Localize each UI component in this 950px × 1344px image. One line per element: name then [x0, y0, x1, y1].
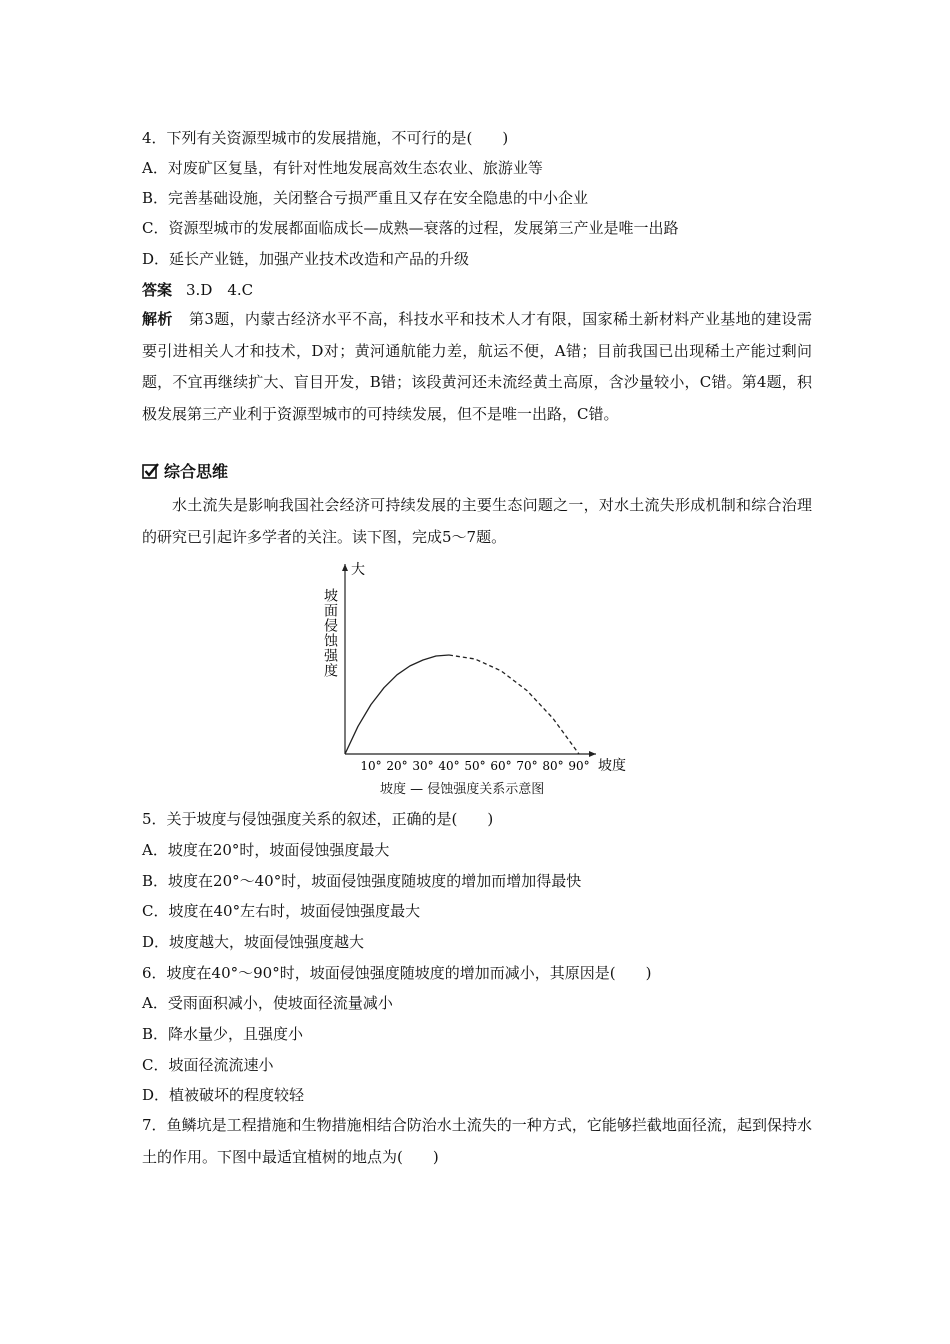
- x-tick-label: 20°: [386, 759, 408, 773]
- q4-option-b: B．完善基础设施，关闭整合亏损严重且又存在安全隐患的中小企业: [142, 189, 589, 207]
- x-tick-label: 50°: [464, 759, 486, 773]
- q5-option-c: C．坡度在40°左右时，坡面侵蚀强度最大: [142, 902, 421, 920]
- answer-text: 3.D 4.C: [186, 281, 254, 299]
- chart-caption: 坡度 — 侵蚀强度关系示意图: [380, 782, 545, 797]
- x-tick-label: 10°: [360, 759, 382, 773]
- q6-stem: 6．坡度在40°～90°时，坡面侵蚀强度随坡度的增加而减小，其原因是( ): [142, 964, 652, 982]
- q4-option-a: A．对废矿区复垦，有针对性地发展高效生态农业、旅游业等: [142, 159, 543, 177]
- series-line-dashed: [449, 655, 579, 754]
- x-tick-label: 80°: [542, 759, 564, 773]
- slope-erosion-chart: [300, 556, 640, 778]
- y-axis-top-label: 大: [351, 562, 365, 578]
- analysis-paragraph: [142, 304, 812, 430]
- section-header: [142, 459, 228, 482]
- x-tick-label: 40°: [438, 759, 460, 773]
- series-line-solid: [345, 655, 449, 754]
- intro-paragraph: 水土流失是影响我国社会经济可持续发展的主要生态问题之一，对水土流失形成机制和综合治理的研究已引起许多学者的关注。读下图，完成5～7题。: [142, 496, 812, 546]
- answer-line: [142, 280, 253, 300]
- x-tick-label: 60°: [490, 759, 512, 773]
- q6-option-a: A．受雨面积减小，使坡面径流量减小: [142, 994, 393, 1012]
- answer-label: 答案: [142, 281, 173, 299]
- q6-option-d: D．植被破坏的程度较轻: [142, 1086, 305, 1104]
- q5-stem: 5．关于坡度与侵蚀强度关系的叙述，正确的是( ): [142, 810, 494, 828]
- q5-option-a: A．坡度在20°时，坡面侵蚀强度最大: [142, 841, 390, 859]
- x-tick-label: 70°: [516, 759, 538, 773]
- section-title: 综合思维: [164, 462, 229, 481]
- x-axis-arrow: [589, 751, 596, 757]
- y-axis-arrow: [342, 564, 348, 571]
- q4-stem: 4．下列有关资源型城市的发展措施，不可行的是( ): [142, 129, 509, 147]
- q4-option-d: D．延长产业链，加强产业技术改造和产品的升级: [142, 250, 470, 268]
- analysis-text: 第3题，内蒙古经济水平不高，科技水平和技术人才有限，国家稀土新材料产业基地的建设需要引进相关人才和技术，D对；黄河通航能力差，航运不便，A错；目前我国已出现稀土产能过剩问题，不宜再继续扩大、盲目开发，B错；该段黄河还未流经黄土高原，含沙量较小，C错。第4题，积极发展第三产业利于资源型城市的可持续发展，但不是唯一出路，C错。: [142, 310, 812, 423]
- checkbox-icon: [142, 462, 160, 480]
- x-tick-label: 30°: [412, 759, 434, 773]
- x-axis-label: 坡度: [598, 758, 626, 774]
- x-tick-label: 90°: [568, 759, 590, 773]
- q6-option-c: C．坡面径流流速小: [142, 1056, 274, 1074]
- y-axis-label: 坡面侵蚀强度: [322, 588, 338, 678]
- q5-option-d: D．坡度越大，坡面侵蚀强度越大: [142, 933, 365, 951]
- q6-option-b: B．降水量少，且强度小: [142, 1025, 304, 1043]
- q4-option-c: C．资源型城市的发展都面临成长—成熟—衰落的过程，发展第三产业是唯一出路: [142, 219, 679, 237]
- analysis-label: 解析: [142, 310, 173, 328]
- q7-stem: 7．鱼鳞坑是工程措施和生物措施相结合防治水土流失的一种方式，它能够拦截地面径流，起到保持水土的作用。下图中最适宜植树的地点为( ): [142, 1116, 812, 1166]
- q5-option-b: B．坡度在20°～40°时，坡面侵蚀强度随坡度的增加而增加得最快: [142, 872, 582, 890]
